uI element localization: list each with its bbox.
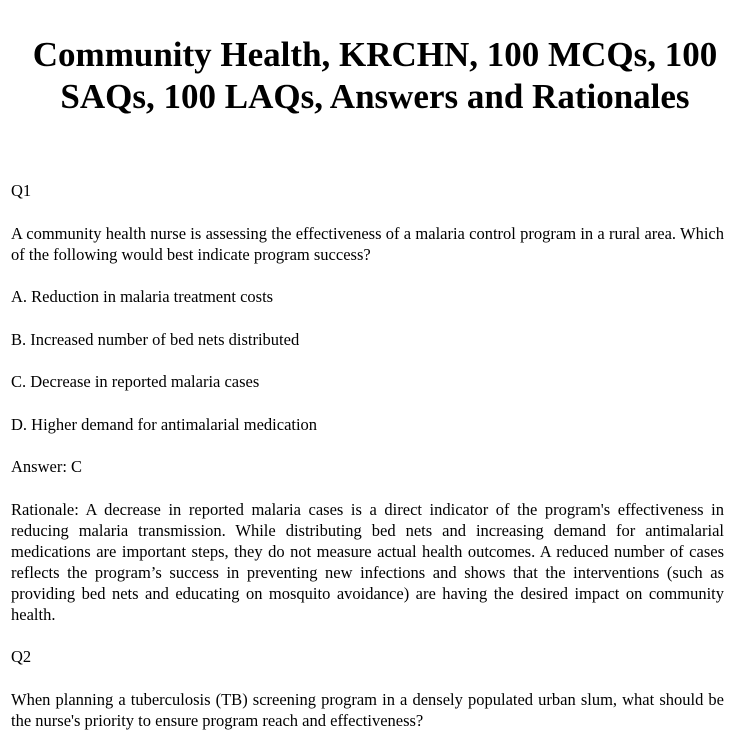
question-label: Q2 xyxy=(11,647,32,666)
document-title: Community Health, KRCHN, 100 MCQs, 100 SAQs, 100 LAQs, Answers and Rationales xyxy=(32,35,718,116)
question-stem: When planning a tuberculosis (TB) screening program in a densely populated urban slum, what should be the nurse's priority to ensure program reach and effectiveness? xyxy=(11,689,724,730)
question-label: Q1 xyxy=(11,181,32,200)
correct-answer: Answer: C xyxy=(11,457,83,476)
answer-option: C. Decrease in reported malaria cases xyxy=(11,372,260,391)
answer-option: D. Higher demand for antimalarial medication xyxy=(11,414,318,434)
rationale-text: Rationale: A decrease in reported malaria cases is a direct indicator of the program's effectiveness in reducing malaria transmission. While distributing bed nets and increasing demand for antimalarial medications are important steps, they do not measure actual health outcomes. A reduced number of cases reflects the program’s success in preventing new infections and shows that the interventions (such as providing bed nets and educating on mosquito avoidance) are having the desired impact on community health. xyxy=(11,499,724,624)
question-stem: A community health nurse is assessing the effectiveness of a malaria control program in a rural area. Which of the following would best indicate program success? xyxy=(11,223,724,264)
answer-option: A. Reduction in malaria treatment costs xyxy=(11,287,274,306)
document-body xyxy=(11,180,724,750)
answer-option: B. Increased number of bed nets distributed xyxy=(11,329,300,349)
